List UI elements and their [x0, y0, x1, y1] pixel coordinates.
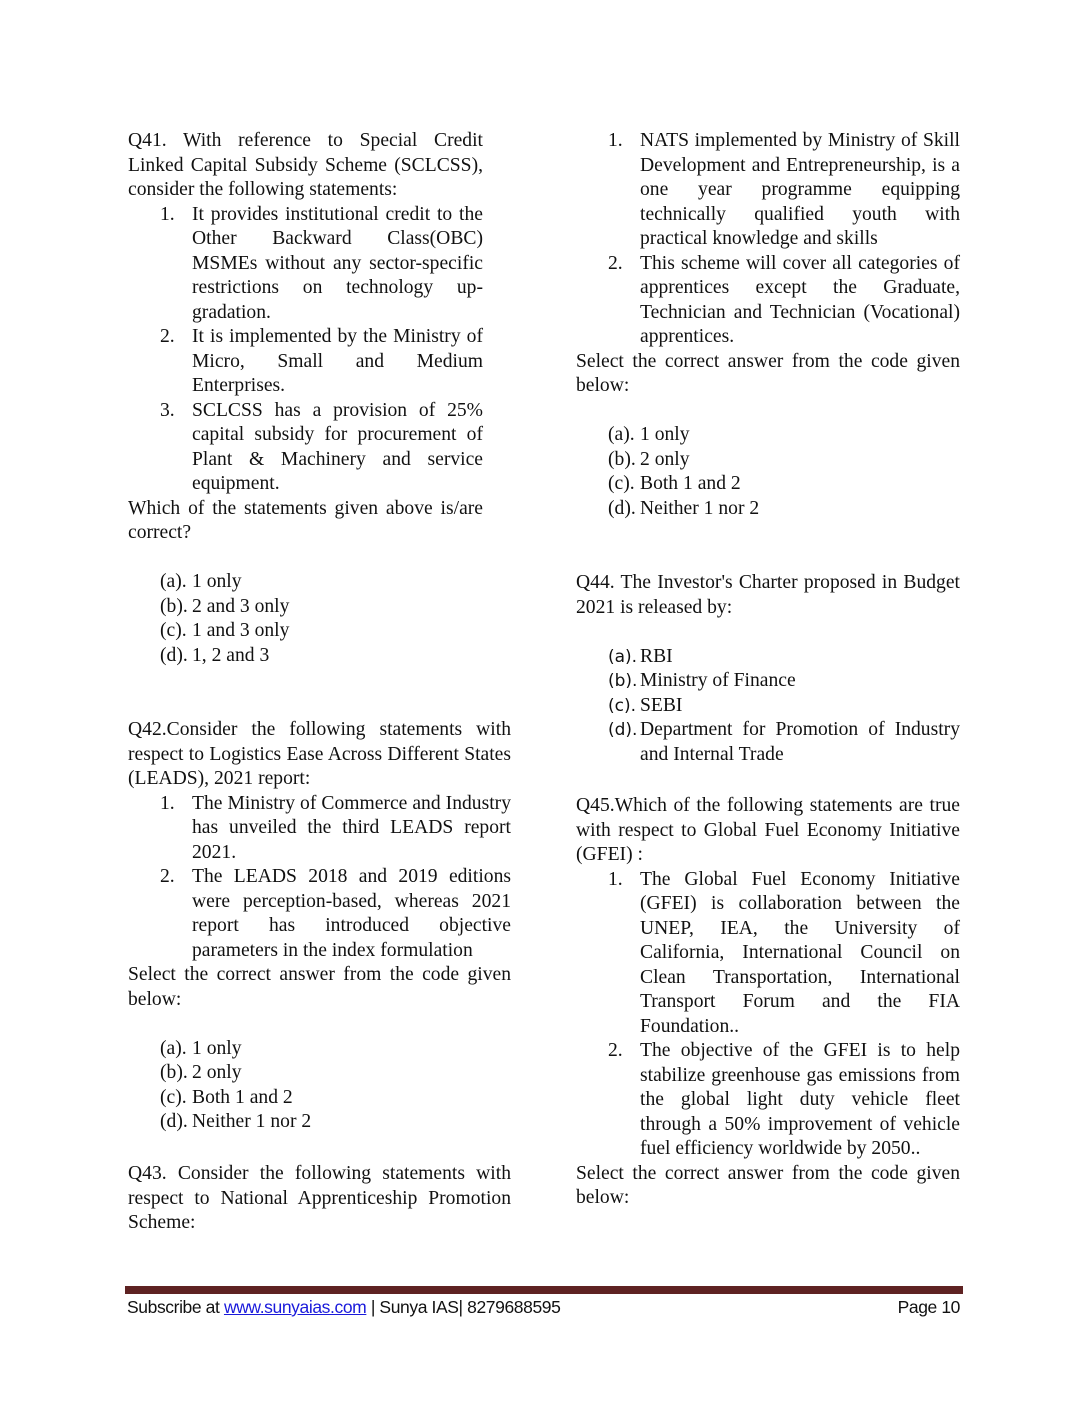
option-text: 1 only — [192, 571, 242, 592]
footer-rule — [125, 1286, 963, 1294]
question-stem: Q41. With reference to Special Credit Linked Capital Subsidy Scheme (SCLCSS), consider the following statements: — [128, 130, 483, 200]
statement-item — [576, 1039, 960, 1162]
page-number: Page 10 — [897, 1297, 960, 1317]
option-label: (b). — [608, 448, 636, 470]
answer-option — [576, 718, 960, 767]
answer-option — [576, 472, 960, 497]
statement-text: It provides institutional credit to the Other Backward Class(OBC) MSMEs without any sector-specific restrictions on technology up-gradation. — [192, 203, 483, 323]
statement-item — [128, 203, 483, 326]
statement-text: The LEADS 2018 and 2019 editions were perception-based, whereas 2021 report has introduced objective parameters in the index formulation — [192, 866, 511, 961]
option-text: 2 only — [192, 1062, 242, 1083]
statement-item — [576, 252, 960, 350]
option-label: (d). — [160, 1111, 188, 1132]
option-label: (b). — [160, 595, 188, 617]
statement-text: The objective of the GFEI is to help stabilize greenhouse gas emissions from the global light duty vehicle fleet through a 50% improvement of vehicle fuel efficiency worldwide by 2050.. — [640, 1040, 960, 1159]
answer-option — [576, 448, 960, 473]
answer-option — [576, 423, 960, 448]
option-label: (a). — [608, 646, 638, 667]
blank-line — [128, 1012, 511, 1037]
option-text: 1 only — [192, 1037, 242, 1059]
statement-text: NATS implemented by Ministry of Skill Development and Entrepreneurship, is a one year programme equipping technically qualified youth with practical knowledge and skills — [640, 130, 960, 249]
question-stem: Q45.Which of the following statements are true with respect to Global Fuel Economy Initiative (GFEI) : — [576, 795, 960, 865]
footer-left — [127, 1297, 560, 1318]
statement-number: 1. — [160, 792, 175, 814]
option-label: (c). — [160, 1086, 187, 1108]
option-text: 2 only — [640, 448, 690, 470]
blank-line — [576, 620, 960, 645]
blank-line — [576, 399, 960, 424]
option-text: Department for Promotion of Industry and Internal Trade — [640, 719, 960, 765]
statement-item — [576, 868, 960, 1040]
statement-text: The Global Fuel Economy Initiative (GFEI) is collaboration between the UNEP, IEA, the University of California, International Council on Clean Transportation, International Transport Forum and the FIA Foundation.. — [640, 868, 960, 1037]
option-label: (a). — [608, 424, 635, 445]
option-text: 1, 2 and 3 — [192, 644, 270, 666]
question-prompt: Which of the statements given above is/are correct? — [128, 497, 483, 543]
answer-option — [576, 645, 960, 670]
question-stem: Q43. Consider the following statements with respect to National Apprenticeship Promotion Scheme: — [128, 1163, 511, 1233]
statement-number: 1. — [608, 868, 623, 890]
question-43 — [128, 1162, 511, 1236]
option-label: (c). — [608, 695, 637, 716]
question-prompt: Select the correct answer from the code given below: — [576, 350, 960, 396]
option-text: RBI — [640, 645, 673, 667]
answer-option — [128, 1061, 511, 1086]
option-label: (a). — [160, 1037, 187, 1059]
statement-number: 2. — [160, 866, 175, 887]
question-45 — [576, 794, 960, 1211]
footer-contact: | Sunya IAS| 8279688595 — [366, 1297, 561, 1317]
answer-option — [128, 570, 483, 595]
statement-item — [128, 792, 511, 866]
option-text: 1 only — [640, 424, 690, 445]
answer-option — [576, 669, 960, 694]
statement-number: 2. — [160, 326, 175, 347]
answer-option — [128, 1110, 511, 1135]
option-text: Ministry of Finance — [640, 670, 796, 691]
option-text: Both 1 and 2 — [192, 1086, 293, 1108]
statement-item — [576, 129, 960, 252]
option-label: (d). — [160, 644, 188, 666]
answer-option — [576, 497, 960, 522]
question-44 — [576, 571, 960, 767]
blank-line — [128, 546, 483, 571]
option-label: (a). — [160, 571, 187, 592]
question-prompt: Select the correct answer from the code given below: — [576, 1162, 960, 1208]
question-stem: Q44. The Investor's Charter proposed in Budget 2021 is released by: — [576, 572, 960, 618]
option-text: SEBI — [640, 694, 683, 716]
statement-item — [128, 399, 483, 497]
statement-number: 1. — [160, 203, 175, 225]
option-text: Neither 1 nor 2 — [192, 1111, 312, 1132]
statement-item — [128, 325, 483, 399]
statement-number: 3. — [160, 399, 175, 421]
question-stem: Q42.Consider the following statements with respect to Logistics Ease Across Different States (LEADS), 2021 report: — [128, 719, 511, 789]
statement-number: 2. — [608, 252, 623, 274]
statement-text: SCLCSS has a provision of 25% capital subsidy for procurement of Plant & Machinery and service equipment. — [192, 399, 483, 494]
option-text: 1 and 3 only — [192, 620, 290, 641]
option-text: Both 1 and 2 — [640, 473, 741, 494]
statement-text: It is implemented by the Ministry of Micro, Small and Medium Enterprises. — [192, 326, 483, 396]
question-prompt: Select the correct answer from the code given below: — [128, 964, 511, 1010]
option-label: (d). — [608, 497, 636, 519]
option-label: (b). — [608, 671, 638, 691]
website-link[interactable]: www.sunyaias.com — [223, 1297, 367, 1317]
option-label: (c). — [160, 620, 187, 641]
option-text: Neither 1 nor 2 — [640, 497, 760, 519]
option-label: (c). — [608, 473, 635, 494]
statement-text: The Ministry of Commerce and Industry has unveiled the third LEADS report 2021. — [192, 792, 511, 863]
answer-option — [128, 595, 483, 620]
option-label: (d). — [608, 720, 638, 740]
question-42 — [128, 718, 511, 1135]
answer-option — [128, 1086, 511, 1111]
answer-option — [128, 619, 483, 644]
statement-number: 1. — [608, 130, 623, 151]
statement-text: This scheme will cover all categories of apprentices except the Graduate, Technician and Technician (Vocational) apprentices. — [640, 252, 960, 347]
option-text: 2 and 3 only — [192, 595, 290, 617]
answer-option — [128, 644, 483, 669]
answer-option — [128, 1037, 511, 1062]
question-43-continued — [576, 129, 960, 521]
option-label: (b). — [160, 1062, 188, 1083]
statement-item — [128, 865, 511, 963]
footer-subscribe: Subscribe at — [127, 1297, 224, 1317]
statement-number: 2. — [608, 1040, 623, 1061]
answer-option — [576, 694, 960, 719]
question-41 — [128, 129, 483, 668]
